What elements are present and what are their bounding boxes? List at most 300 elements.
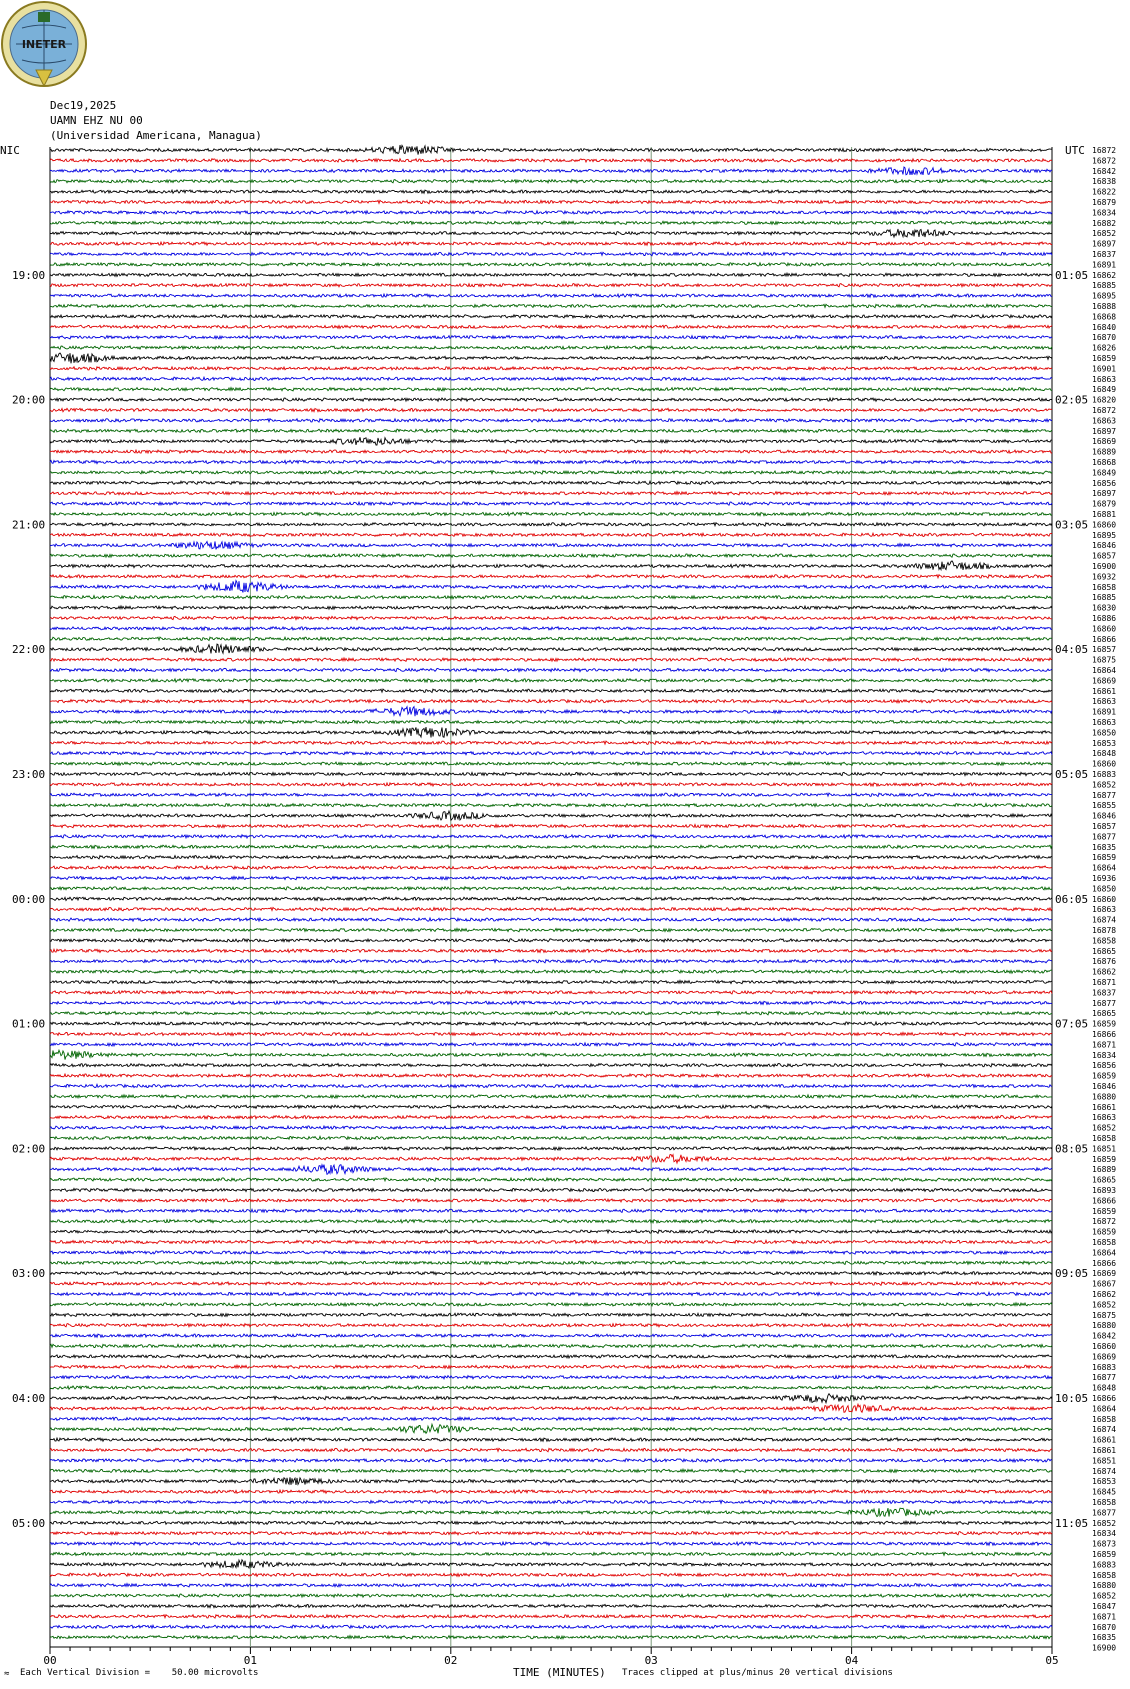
trace-count-label: 16845 (1092, 1487, 1117, 1497)
trace-count-label: 16866 (1092, 634, 1117, 644)
seismic-trace (50, 856, 1052, 859)
trace-count-label: 16858 (1092, 936, 1117, 946)
seismic-trace (50, 367, 1052, 370)
x-tick-label: 04 (844, 1654, 859, 1667)
trace-count-label: 16863 (1092, 905, 1117, 915)
trace-count-label: 16852 (1092, 1300, 1117, 1310)
trace-count-label: 16875 (1092, 1310, 1117, 1320)
seismic-trace (50, 1292, 1052, 1295)
trace-count-label: 16889 (1092, 447, 1117, 457)
seismic-trace (50, 1313, 1052, 1316)
seismic-trace (50, 190, 1052, 193)
seismic-trace (50, 221, 1052, 224)
trace-count-label: 16858 (1092, 582, 1117, 592)
trace-count-label: 16848 (1092, 1383, 1117, 1393)
seismic-trace (50, 492, 1052, 495)
seismic-trace (50, 596, 1052, 599)
seismic-trace (50, 1376, 1052, 1379)
x-tick-label: 01 (243, 1654, 258, 1667)
seismic-trace (50, 1012, 1052, 1015)
seismic-trace (50, 1147, 1052, 1150)
trace-count-label: 16900 (1092, 562, 1117, 571)
trace-count-label: 16851 (1092, 1456, 1117, 1466)
trace-count-label: 16861 (1092, 1435, 1117, 1445)
left-hour-label: 22:00 (12, 643, 46, 657)
seismic-trace (50, 783, 1052, 786)
trace-count-label: 16859 (1092, 853, 1117, 863)
trace-count-label: 16842 (1092, 166, 1117, 176)
seismic-trace (50, 1209, 1052, 1212)
trace-count-label: 16863 (1092, 697, 1117, 707)
trace-count-label: 16872 (1092, 146, 1117, 155)
left-hour-label: 03:00 (12, 1267, 46, 1281)
seismic-trace (50, 1394, 1052, 1403)
trace-count-label: 16883 (1092, 1362, 1117, 1372)
trace-count-label: 16857 (1092, 645, 1117, 655)
seismic-trace (50, 346, 1052, 349)
seismic-trace (50, 876, 1052, 879)
seismic-trace (50, 616, 1052, 619)
trace-count-label: 16883 (1092, 770, 1117, 779)
seismic-trace (50, 1552, 1052, 1555)
left-hour-label: 02:00 (12, 1142, 46, 1156)
seismic-trace (50, 637, 1052, 640)
seismic-trace (50, 502, 1052, 505)
trace-count-label: 16878 (1092, 926, 1117, 935)
seismic-trace (50, 554, 1052, 557)
right-hour-label: 03:05 (1055, 518, 1089, 532)
trace-count-label: 16853 (1092, 738, 1117, 748)
seismic-trace (50, 200, 1052, 203)
trace-count-label: 16849 (1092, 385, 1117, 395)
trace-count-label: 16837 (1092, 250, 1117, 259)
seismic-trace (50, 252, 1052, 255)
seismic-trace (50, 512, 1052, 515)
seismic-trace (50, 720, 1052, 723)
seismic-trace (50, 541, 1052, 549)
seismic-trace (50, 575, 1052, 578)
trace-count-label: 16852 (1092, 1123, 1117, 1133)
trace-count-label: 16897 (1092, 239, 1117, 249)
seismic-trace (50, 304, 1052, 307)
trace-count-label: 16857 (1092, 822, 1117, 831)
trace-count-label: 16852 (1092, 780, 1117, 790)
vertical-division-note: Each Vertical Division = 50.00 microvolts (20, 1668, 259, 1678)
trace-count-label: 16874 (1092, 915, 1117, 925)
seismic-trace (50, 762, 1052, 765)
trace-count-label: 16877 (1092, 998, 1117, 1008)
left-hour-label: 00:00 (12, 892, 46, 906)
trace-count-label: 16850 (1092, 884, 1117, 894)
trace-count-label: 16872 (1092, 406, 1117, 415)
seismic-trace (50, 991, 1052, 994)
seismic-trace (50, 1095, 1052, 1098)
left-timezone-label: NIC (0, 144, 20, 157)
seismic-trace (50, 1074, 1052, 1077)
seismic-trace (50, 1240, 1052, 1243)
seismic-trace (50, 377, 1052, 380)
seismic-trace (50, 388, 1052, 391)
right-hour-label: 11:05 (1055, 1516, 1089, 1530)
seismic-trace (50, 481, 1052, 484)
trace-count-label: 16875 (1092, 655, 1117, 665)
left-hour-label: 19:00 (12, 268, 46, 282)
seismic-trace (50, 408, 1052, 411)
seismic-trace (50, 581, 1052, 593)
trace-count-label: 16864 (1092, 666, 1117, 675)
seismic-trace (50, 1084, 1052, 1087)
trace-count-label: 16932 (1092, 572, 1117, 582)
ineter-logo (0, 0, 90, 94)
trace-count-label: 16881 (1092, 510, 1117, 519)
seismic-trace (50, 811, 1052, 820)
seismic-trace (50, 533, 1052, 536)
seismic-trace (50, 707, 1052, 717)
trace-count-label: 16842 (1092, 1331, 1117, 1341)
seismic-trace (50, 315, 1052, 318)
trace-count-label: 16869 (1092, 1352, 1117, 1362)
trace-count-label: 16869 (1092, 676, 1117, 686)
seismic-trace (50, 460, 1052, 463)
seismic-trace (50, 752, 1052, 755)
header-station: UAMN EHZ NU 00 (50, 114, 143, 127)
trace-count-label: 16853 (1092, 1477, 1117, 1487)
trace-count-label: 16859 (1092, 1154, 1117, 1164)
seismic-trace (50, 1064, 1052, 1067)
right-hour-label: 04:05 (1055, 643, 1089, 657)
trace-count-label: 16849 (1092, 468, 1117, 478)
trace-count-label: 16869 (1092, 1269, 1117, 1279)
right-hour-label: 02:05 (1055, 393, 1089, 407)
clip-note: Traces clipped at plus/minus 20 vertical divisions (622, 1668, 893, 1678)
x-tick-label: 05 (1045, 1654, 1059, 1667)
seismic-trace (50, 1334, 1052, 1337)
trace-count-label: 16936 (1092, 874, 1117, 883)
seismic-trace (50, 1365, 1052, 1368)
trace-count-label: 16866 (1092, 1394, 1117, 1403)
trace-count-label: 16860 (1092, 520, 1117, 530)
seismic-trace (50, 180, 1052, 183)
seismic-trace (50, 1469, 1052, 1472)
seismic-trace (50, 1165, 1052, 1175)
seismic-trace (50, 419, 1052, 422)
trace-count-label: 16863 (1092, 374, 1117, 384)
seismic-trace (50, 263, 1052, 266)
seismic-trace (50, 939, 1052, 942)
trace-count-label: 16876 (1092, 957, 1117, 967)
trace-count-label: 16820 (1092, 395, 1117, 405)
seismic-trace (50, 353, 1052, 363)
trace-count-label: 16891 (1092, 260, 1117, 270)
seismic-trace (50, 627, 1052, 630)
trace-count-label: 16872 (1092, 1217, 1117, 1227)
seismic-trace (50, 1282, 1052, 1285)
trace-count-label: 16877 (1092, 790, 1117, 800)
trace-count-label: 16846 (1092, 1082, 1117, 1091)
seismic-trace (50, 1625, 1052, 1628)
trace-count-label: 16846 (1092, 811, 1117, 821)
trace-count-label: 16860 (1092, 759, 1117, 769)
trace-count-label: 16864 (1092, 1248, 1117, 1258)
trace-count-label: 16834 (1092, 1050, 1117, 1060)
seismic-trace (50, 1220, 1052, 1223)
trace-count-label: 16879 (1092, 499, 1117, 509)
trace-count-label: 16863 (1092, 1113, 1117, 1123)
seismic-trace (50, 1424, 1052, 1433)
trace-count-label: 16868 (1092, 458, 1117, 467)
seismic-trace (50, 1178, 1052, 1181)
seismic-trace (50, 1001, 1052, 1004)
trace-count-label: 16866 (1092, 1258, 1117, 1268)
seismic-trace (50, 211, 1052, 214)
seismic-trace (50, 325, 1052, 328)
seismic-trace (50, 1604, 1052, 1607)
trace-count-label: 16895 (1092, 291, 1117, 301)
trace-count-label: 16858 (1092, 1414, 1117, 1424)
seismic-trace (50, 908, 1052, 911)
seismic-trace (50, 1272, 1052, 1275)
corner-mark: ≈ (4, 1669, 10, 1679)
trace-count-label: 16874 (1092, 1425, 1117, 1435)
globe-icon (0, 0, 90, 90)
seismic-trace (50, 1417, 1052, 1420)
seismic-trace (50, 1636, 1052, 1639)
trace-count-label: 16859 (1092, 1550, 1117, 1559)
trace-count-label: 16856 (1092, 1061, 1117, 1071)
seismic-trace (50, 1542, 1052, 1545)
svg-text:INETER: INETER (21, 38, 67, 51)
seismic-trace (50, 1105, 1052, 1108)
seismic-trace (50, 1438, 1052, 1441)
seismic-trace (50, 658, 1052, 661)
trace-count-label: 16847 (1092, 1602, 1117, 1611)
left-hour-label: 05:00 (12, 1516, 46, 1530)
trace-count-label: 16897 (1092, 426, 1117, 436)
trace-count-label: 16866 (1092, 1196, 1117, 1206)
trace-count-label: 16889 (1092, 1165, 1117, 1175)
seismic-trace (50, 1188, 1052, 1191)
left-hour-label: 20:00 (12, 393, 46, 407)
trace-count-label: 16872 (1092, 156, 1117, 166)
seismic-trace (50, 1199, 1052, 1202)
trace-count-label: 16883 (1092, 1560, 1117, 1570)
seismic-trace (50, 1500, 1052, 1503)
right-timezone-label: UTC (1065, 144, 1085, 157)
seismic-trace (50, 429, 1052, 432)
left-hour-label: 23:00 (12, 768, 46, 781)
trace-count-label: 16861 (1092, 1446, 1117, 1455)
trace-count-label: 16877 (1092, 1508, 1117, 1518)
trace-count-label: 16870 (1092, 333, 1117, 343)
seismic-trace (50, 1050, 1052, 1059)
trace-count-label: 16873 (1092, 1539, 1117, 1549)
seismic-trace (50, 949, 1052, 952)
seismic-trace (50, 450, 1052, 453)
seismic-trace (50, 1532, 1052, 1535)
seismic-trace (50, 1594, 1052, 1597)
trace-count-label: 16866 (1092, 1030, 1117, 1039)
x-tick-label: 00 (43, 1654, 57, 1667)
trace-count-label: 16882 (1092, 218, 1117, 228)
seismic-trace (50, 928, 1052, 931)
trace-count-label: 16859 (1092, 1227, 1117, 1237)
seismic-trace (50, 1032, 1052, 1035)
seismic-trace (50, 1155, 1052, 1164)
seismic-trace (50, 960, 1052, 963)
trace-count-label: 16879 (1092, 198, 1117, 207)
trace-count-label: 16900 (1092, 1643, 1117, 1653)
trace-count-label: 16846 (1092, 541, 1117, 551)
trace-count-label: 16863 (1092, 718, 1117, 727)
trace-count-label: 16893 (1092, 1186, 1117, 1195)
trace-count-label: 16885 (1092, 281, 1117, 291)
left-hour-label: 04:00 (12, 1392, 46, 1405)
trace-count-label: 16860 (1092, 894, 1117, 904)
trace-count-label: 16856 (1092, 478, 1117, 488)
trace-count-label: 16859 (1092, 354, 1117, 363)
trace-count-label: 16826 (1092, 343, 1117, 353)
trace-count-label: 16880 (1092, 1581, 1117, 1591)
trace-count-label: 16859 (1092, 1206, 1117, 1216)
right-hour-label: 01:05 (1055, 268, 1089, 282)
trace-count-label: 16850 (1092, 728, 1117, 738)
right-hour-label: 07:05 (1055, 1017, 1089, 1031)
trace-count-label: 16895 (1092, 530, 1117, 540)
seismic-trace (50, 145, 1052, 155)
trace-count-label: 16855 (1092, 801, 1117, 811)
seismic-trace (50, 606, 1052, 609)
seismic-trace (50, 804, 1052, 807)
seismic-trace (50, 294, 1052, 297)
seismic-trace (50, 845, 1052, 848)
seismic-trace (50, 1116, 1052, 1119)
trace-count-label: 16865 (1092, 1009, 1117, 1019)
x-axis-title: TIME (MINUTES) (513, 1666, 606, 1679)
seismic-trace (50, 398, 1052, 401)
seismic-trace (50, 700, 1052, 703)
trace-count-label: 16822 (1092, 187, 1117, 197)
trace-count-label: 16857 (1092, 551, 1117, 561)
right-hour-label: 06:05 (1055, 892, 1089, 906)
trace-count-label: 16871 (1092, 1612, 1117, 1622)
trace-count-label: 16862 (1092, 967, 1117, 977)
trace-count-label: 16868 (1092, 312, 1117, 322)
trace-count-label: 16886 (1092, 614, 1117, 623)
trace-count-label: 16863 (1092, 416, 1117, 426)
trace-count-label: 16869 (1092, 437, 1117, 447)
seismic-trace (50, 1324, 1052, 1327)
seismic-trace (50, 1251, 1052, 1254)
seismic-trace (50, 1615, 1052, 1618)
seismic-trace (50, 980, 1052, 983)
seismic-trace (50, 644, 1052, 653)
x-tick-label: 02 (444, 1654, 458, 1667)
trace-count-label: 16880 (1092, 1321, 1117, 1331)
trace-count-label: 16871 (1092, 1040, 1117, 1050)
seismic-trace (50, 1584, 1052, 1587)
trace-count-label: 16861 (1092, 1102, 1117, 1112)
right-hour-label: 09:05 (1055, 1267, 1089, 1281)
seismic-trace (50, 1261, 1052, 1264)
trace-count-label: 16860 (1092, 624, 1117, 634)
header-location: (Universidad Americana, Managua) (50, 129, 262, 142)
trace-count-label: 16834 (1092, 1529, 1117, 1539)
seismic-trace (50, 167, 1052, 175)
trace-count-label: 16888 (1092, 302, 1117, 311)
seismic-trace (50, 1043, 1052, 1046)
seismic-trace (50, 336, 1052, 339)
trace-count-label: 16852 (1092, 1591, 1117, 1601)
trace-count-label: 16858 (1092, 1238, 1117, 1247)
right-hour-label: 08:05 (1055, 1142, 1089, 1156)
seismic-trace (50, 242, 1052, 245)
seismic-trace (50, 866, 1052, 869)
trace-count-label: 16852 (1092, 1518, 1117, 1528)
seismic-trace (50, 727, 1052, 737)
seismic-trace (50, 741, 1052, 744)
trace-count-label: 16837 (1092, 988, 1117, 998)
seismic-trace (50, 793, 1052, 796)
trace-count-label: 16838 (1092, 177, 1117, 187)
trace-count-label: 16862 (1092, 270, 1117, 280)
seismic-trace (50, 1230, 1052, 1233)
seismic-trace (50, 772, 1052, 775)
seismic-trace (50, 1508, 1052, 1516)
seismic-trace (50, 1560, 1052, 1568)
seismic-trace (50, 1404, 1052, 1412)
trace-count-label: 16880 (1092, 1092, 1117, 1102)
trace-count-label: 16859 (1092, 1071, 1117, 1081)
trace-count-label: 16885 (1092, 593, 1117, 603)
trace-count-label: 16865 (1092, 1175, 1117, 1185)
seismic-trace (50, 437, 1052, 445)
trace-count-label: 16834 (1092, 208, 1117, 218)
left-hour-label: 01:00 (12, 1017, 46, 1031)
header-date: Dec19,2025 (50, 99, 117, 112)
seismic-trace (50, 918, 1052, 921)
seismic-trace (50, 471, 1052, 474)
seismic-trace (50, 1344, 1052, 1347)
trace-count-label: 16864 (1092, 1404, 1117, 1414)
trace-count-label: 16848 (1092, 749, 1117, 759)
trace-count-label: 16830 (1092, 603, 1117, 613)
trace-count-label: 16871 (1092, 978, 1117, 987)
seismic-trace (50, 284, 1052, 287)
seismic-trace (50, 523, 1052, 526)
trace-count-label: 16865 (1092, 946, 1117, 956)
trace-count-label: 16840 (1092, 322, 1117, 332)
seismic-trace (50, 679, 1052, 682)
trace-count-label: 16877 (1092, 832, 1117, 842)
x-tick-label: 03 (644, 1654, 658, 1667)
seismic-trace (50, 689, 1052, 692)
seismic-trace (50, 824, 1052, 827)
seismic-trace (50, 1573, 1052, 1576)
seismic-trace (50, 1459, 1052, 1462)
seismic-trace (50, 970, 1052, 973)
seismic-trace (50, 1355, 1052, 1358)
trace-count-label: 16897 (1092, 489, 1117, 499)
trace-count-label: 16901 (1092, 364, 1117, 374)
left-hour-label: 21:00 (12, 518, 46, 532)
seismic-trace (50, 1448, 1052, 1451)
trace-count-label: 16862 (1092, 1290, 1117, 1299)
seismic-trace (50, 159, 1052, 162)
trace-count-label: 16867 (1092, 1279, 1117, 1289)
trace-count-label: 16860 (1092, 1342, 1117, 1351)
trace-count-label: 16891 (1092, 707, 1117, 717)
seismic-trace (50, 1386, 1052, 1389)
